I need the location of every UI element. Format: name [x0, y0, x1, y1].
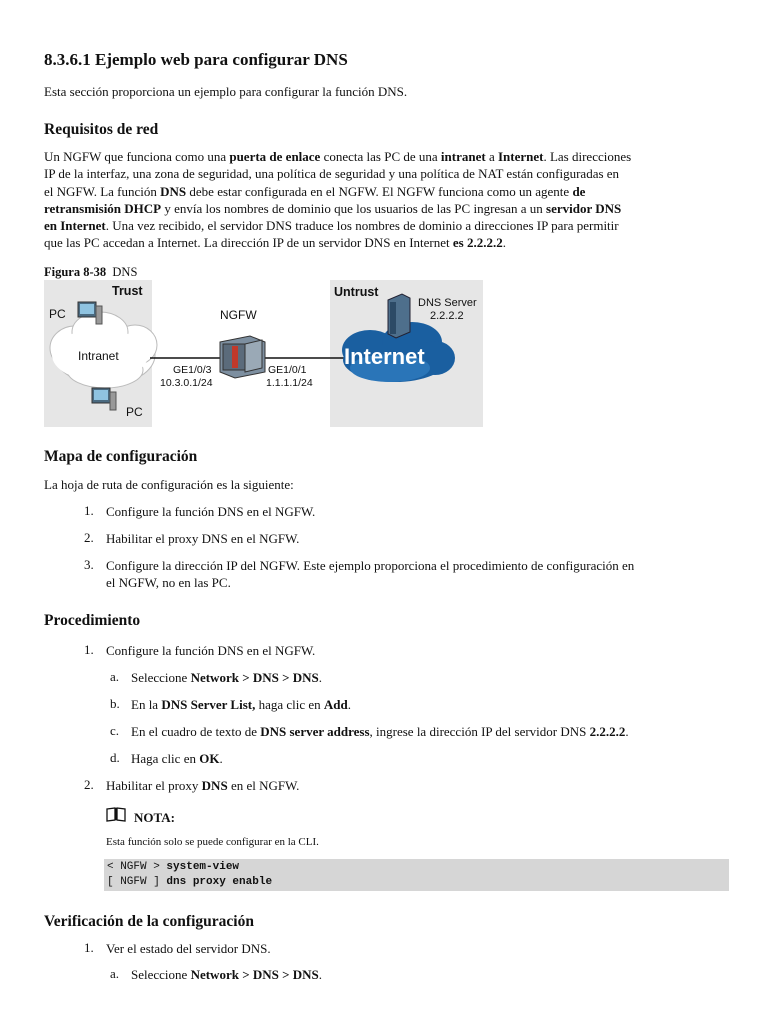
internet-label: Internet — [344, 344, 425, 369]
proc-step-1: Configure la función DNS en el NGFW. — [106, 643, 316, 658]
code-line-2: [ NGFW ] dns proxy enable — [107, 876, 273, 888]
requisitos-paragraph — [44, 148, 744, 252]
ngfw-label: NGFW — [220, 308, 257, 322]
ngfw-firewall-icon — [220, 336, 265, 378]
proc-step-2: Habilitar el proxy DNS en el NGFW. — [106, 778, 300, 793]
pc-bottom-icon — [92, 388, 116, 410]
proc-sub-d: Haga clic en OK. — [131, 751, 223, 766]
book-icon — [105, 806, 127, 822]
mapa-heading: Mapa de configuración — [44, 448, 198, 465]
req-line-1: Un NGFW que funciona como una puerta de enlace conecta las PC de una intranet a Internet. Las direcciones — [44, 149, 632, 164]
proc-sub-b-num: b. — [110, 696, 120, 711]
intro-text: Esta sección proporciona un ejemplo para configurar la función DNS. — [44, 84, 408, 99]
figure-caption: Figura 8-38 DNS — [44, 265, 138, 279]
dns-server-label: DNS Server — [418, 297, 477, 309]
mapa-item-3-num: 3. — [84, 557, 94, 572]
mapa-item-2: Habilitar el proxy DNS en el NGFW. — [106, 531, 300, 546]
untrust-label: Untrust — [334, 285, 379, 299]
proc-sub-a-num: a. — [110, 669, 120, 684]
verif-sub-a-num: a. — [110, 966, 120, 981]
proc-sub-c: En el cuadro de texto de DNS server address, ingrese la dirección IP del servidor DNS 2.2.2.2. — [131, 724, 629, 739]
req-line-5: en Internet. Una vez recibido, el servidor DNS traduce los nombres de dominio a direcciones IP para permitir — [44, 218, 619, 234]
req-line-6: que las PC accedan a Internet. La dirección IP de un servidor DNS en Internet es 2.2.2.2. — [44, 235, 506, 251]
note-label: NOTA: — [134, 810, 175, 825]
mapa-item-3: Configure la dirección IP del NGFW. Este ejemplo proporciona el procedimiento de configuración en — [106, 558, 635, 573]
mapa-item-1-num: 1. — [84, 503, 94, 518]
req-line-4: retransmisión DHCP y envía los nombres de dominio que los usuarios de las PC ingresan a un servidor DNS — [44, 200, 622, 216]
proc-sub-a: Seleccione Network > DNS > DNS. — [131, 670, 323, 685]
mapa-item-3-cont: el NGFW, no en las PC. — [106, 575, 231, 590]
section-title: 8.3.6.1 Ejemplo web para configurar DNS — [44, 50, 348, 69]
ip-left-label: 10.3.0.1/24 — [160, 377, 213, 389]
verif-step-1: Ver el estado del servidor DNS. — [106, 941, 271, 956]
verif-sub-a: Seleccione Network > DNS > DNS. — [131, 967, 323, 982]
req-line-3: el NGFW. La función DNS debe estar configurada en el NGFW. El NGFW funciona como un agente de — [44, 183, 586, 199]
intranet-label: Intranet — [78, 349, 119, 363]
trust-label: Trust — [112, 284, 143, 298]
dns-ip-label: 2.2.2.2 — [430, 310, 464, 322]
proc-step-1-num: 1. — [84, 642, 94, 657]
ge-right-label: GE1/0/1 — [268, 364, 307, 376]
pc-top-label: PC — [49, 307, 66, 321]
verificacion-heading: Verificación de la configuración — [44, 913, 254, 930]
ip-right-label: 1.1.1.1/24 — [266, 377, 313, 389]
proc-step-2-num: 2. — [84, 777, 94, 792]
mapa-item-1: Configure la función DNS en el NGFW. — [106, 504, 316, 519]
ge-left-label: GE1/0/3 — [173, 364, 212, 376]
dns-server-icon — [388, 294, 410, 338]
code-line-1: < NGFW > system-view — [107, 861, 240, 873]
proc-sub-b: En la DNS Server List, haga clic en Add. — [131, 697, 352, 712]
proc-sub-c-num: c. — [110, 723, 120, 738]
mapa-intro: La hoja de ruta de configuración es la siguiente: — [44, 477, 294, 492]
mapa-item-2-num: 2. — [84, 530, 94, 545]
proc-sub-d-num: d. — [110, 750, 120, 765]
code-block — [104, 859, 729, 891]
pc-bottom-label: PC — [126, 405, 143, 419]
verif-step-1-num: 1. — [84, 940, 94, 955]
requisitos-heading: Requisitos de red — [44, 121, 159, 138]
procedimiento-heading: Procedimiento — [44, 612, 141, 629]
note-text: Esta función solo se puede configurar en la CLI. — [106, 836, 319, 848]
req-line-2: IP de la interfaz, una zona de seguridad, una política de seguridad y una política de NAT están configuradas en — [44, 166, 620, 182]
